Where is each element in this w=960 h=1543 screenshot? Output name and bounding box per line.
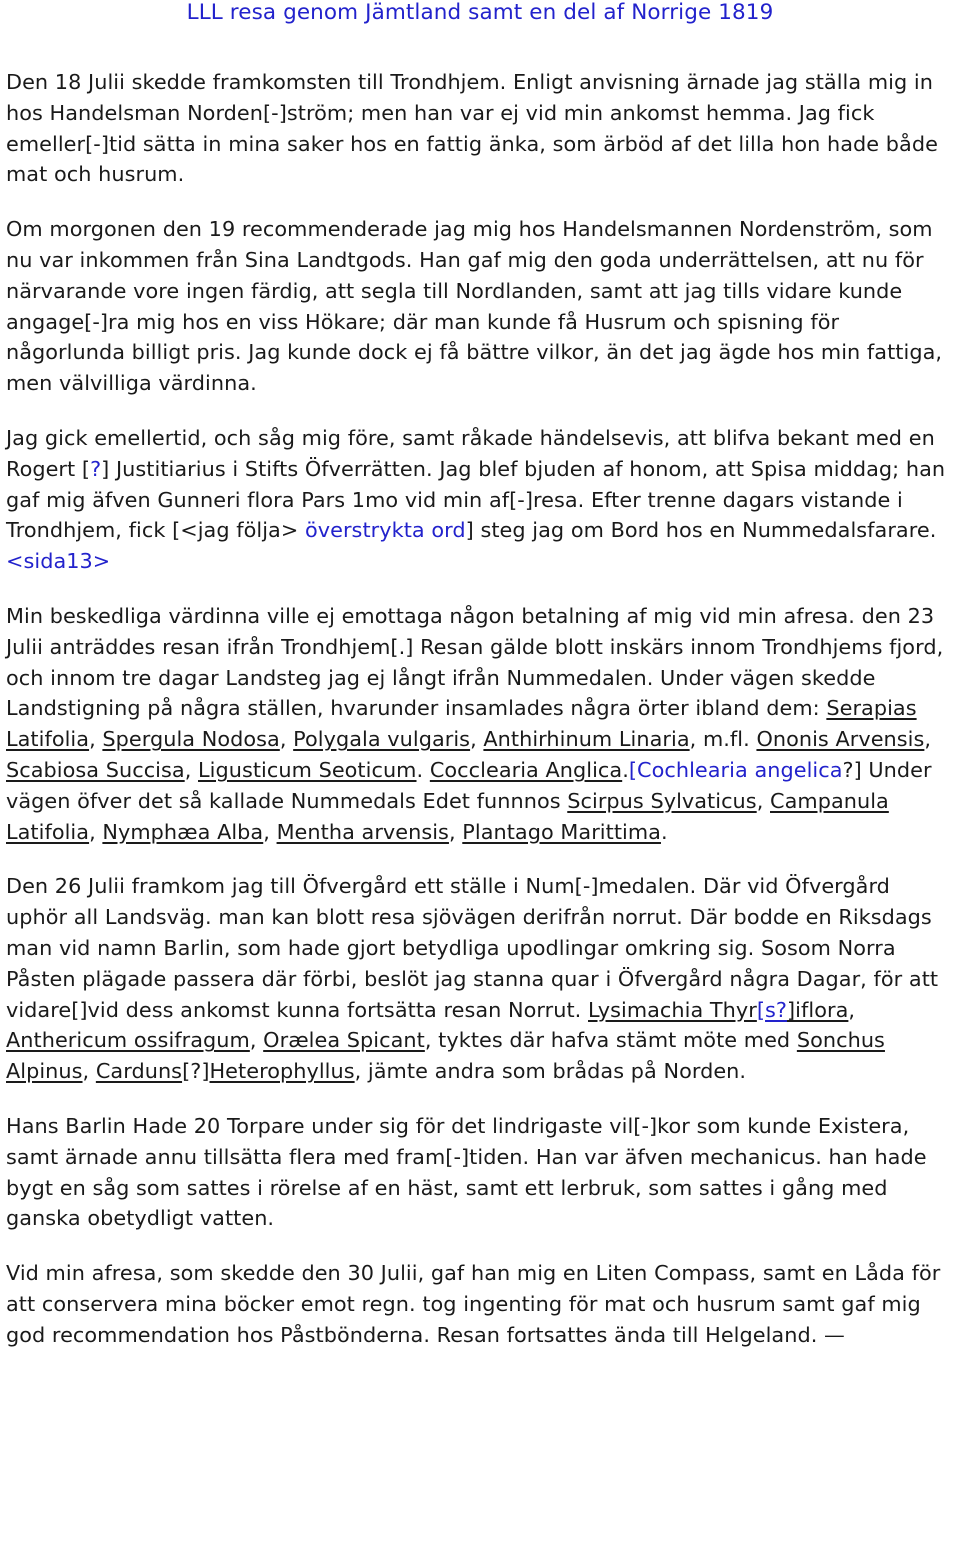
plant-link[interactable]: Spergula Nodosa <box>102 727 280 752</box>
paragraph-hans-barlin: Hans Barlin Hade 20 Torpare under sig för det lindrigaste vil[-]kor som kunde Existera, samt ärnade annu tillsätta flera med fram[-]tiden. Han var äfven mechanicus. han hade bygt en såg som sattes i rörelse af en häst, samt ett lerbruk, som sattes i gång med ganska obetydligt vatten. <box>6 1113 927 1231</box>
plant-link[interactable]: Plantago Marittima <box>462 819 661 844</box>
editorial-bracket: [ <box>756 997 766 1022</box>
editorial-note[interactable]: s? <box>765 997 788 1022</box>
plant-link[interactable]: Sonchus Alpinus <box>6 1028 885 1084</box>
editorial-question: ? <box>90 456 102 481</box>
plant-link[interactable]: Orælea Spicant <box>263 1028 425 1053</box>
plant-link[interactable]: Scirpus Sylvaticus <box>567 788 757 813</box>
plant-link[interactable]: Ligusticum Seoticum <box>198 757 417 782</box>
plant-link[interactable]: Serapias Latifolia <box>6 696 917 752</box>
plant-link[interactable]: Nymphæa Alba <box>102 819 264 844</box>
plant-link[interactable]: Campanula Latifolia <box>6 788 889 844</box>
plant-link[interactable]: Mentha arvensis <box>276 819 449 844</box>
document-title: LLL resa genom Jämtland samt en del af Norrige 1819 <box>186 0 774 25</box>
plant-link[interactable]: Cocclearia Anglica <box>429 757 623 782</box>
editorial-question: [?] <box>182 1059 210 1084</box>
paragraph-rogert: Jag gick emellertid, och såg mig före, samt råkade händelsevis, att blifva bekant med en Rogert [?] Justitiarius i Stifts Öfverrätten. Jag blef bjuden af honom, att Spisa middag; han gaf mig äfven Gunneri flora Pars 1mo vid min af[-]resa. Efter trenne dagars vistande i Trondhjem, fick [<jag följa> överstrykta ord] steg jag om Bord hos en Nummedalsfarare. <sida13> <box>6 425 946 574</box>
plant-link[interactable]: Scabiosa Succisa <box>6 757 185 782</box>
paragraph-arrival-trondhjem: Den 18 Julii skedde framkomsten till Trondhjem. Enligt anvisning ärnade jag ställa mig in hos Handelsman Norden[-]ström; men han var ej vid min ankomst hemma. Jag fick emeller[-]tid sätta in mina saker hos en fattig änka, som ärböd af det lilla hon hade både mat och husrum. <box>6 70 938 187</box>
paragraph-departure-30: Vid min afresa, som skedde den 30 Julii, gaf han mig en Liten Compass, samt en Låda för att conservera mina böcker emot regn. tog ingenting för mat och husrum samt gaf mig god recommendation hos Påstbönderna. Resan fortsattes ända till Helgeland. — <box>6 1261 941 1347</box>
paragraph-departure-plants: Min beskedliga värdinna ville ej emottaga någon betalning af mig vid min afresa. den 23 Julii anträddes resan ifrån Trondhjem[.] Resan gälde blott inskärs innom Trondhjems fjord, och innom tre dagar Landsteg jag ej långt ifrån Nummedalen. Under vägen skedde Landstigning på några ställen, hvarunder insamlades några örter ibland dem: Serapias Latifolia, Spergula Nodosa, Polygala vulgaris, Anthirhinum Linaria, m.fl. Ononis Arvensis, Scabiosa Succisa, Ligusticum Seoticum. Cocclearia Anglica.[Cochlearia angelica?] Under vägen öfver det så kallade Nummedals Edet funnnos Scirpus Sylvaticus, Campanula Latifolia, Nymphæa Alba, Mentha arvensis, Plantago Marittima. <box>6 603 944 844</box>
plant-link[interactable]: Anthirhinum Linaria <box>483 727 690 752</box>
paragraph-morning-19: Om morgonen den 19 recommenderade jag mig hos Handelsmannen Nordenström, som nu var inkommen från Sina Landtgods. Han gaf mig den goda underrättelsen, att nu för närvarande vore ingen färdig, att segla till Nordlanden, samt att jag tills vidare kunde angage[-]ra mig hos en viss Hökare; där man kunde få Husrum och spisning för någorlunda billigt pris. Jag kunde dock ej få bättre vilkor, än det jag ägde hos min fattiga, men välvilliga värdinna. <box>6 217 943 396</box>
plant-link[interactable]: Lysimachia Thyr <box>588 997 757 1022</box>
plant-link[interactable]: Carduns <box>95 1059 183 1084</box>
plant-link[interactable]: Heterophyllus <box>209 1059 355 1084</box>
editorial-note: Cochlearia angelica <box>637 757 843 782</box>
struck-words-note: överstrykta ord <box>304 518 466 543</box>
plant-link[interactable]: Anthericum ossifragum <box>6 1028 250 1053</box>
plant-link[interactable]: Ononis Arvensis <box>756 727 925 752</box>
paragraph-ofvergard: Den 26 Julii framkom jag till Öfvergård ett ställe i Num[-]medalen. Där vid Öfvergård uphör all Landsväg. man kan blott resa sjövägen derifrån norrut. Där bodde en Riksdags man vid namn Barlin, som hade gjort betydliga upodlingar omkring sig. Sosom Norra Påsten plägade passera där förbi, beslöt jag stanna quar i Öfvergård några Dagar, för att vidare[]vid dess ankomst kunna fortsätta resan Norrut. Lysimachia Thyr[s?]iflora, Anthericum ossifragum, Orælea Spicant, tyktes där hafva stämt möte med Sonchus Alpinus, Carduns[?]Heterophyllus, jämte andra som brådas på Norden. <box>6 874 939 1084</box>
editorial-bracket: [ <box>628 757 638 782</box>
plant-link[interactable]: ]iflora <box>787 997 849 1022</box>
plant-link[interactable]: Polygala vulgaris <box>293 727 471 752</box>
page-marker: <sida13> <box>6 549 111 574</box>
